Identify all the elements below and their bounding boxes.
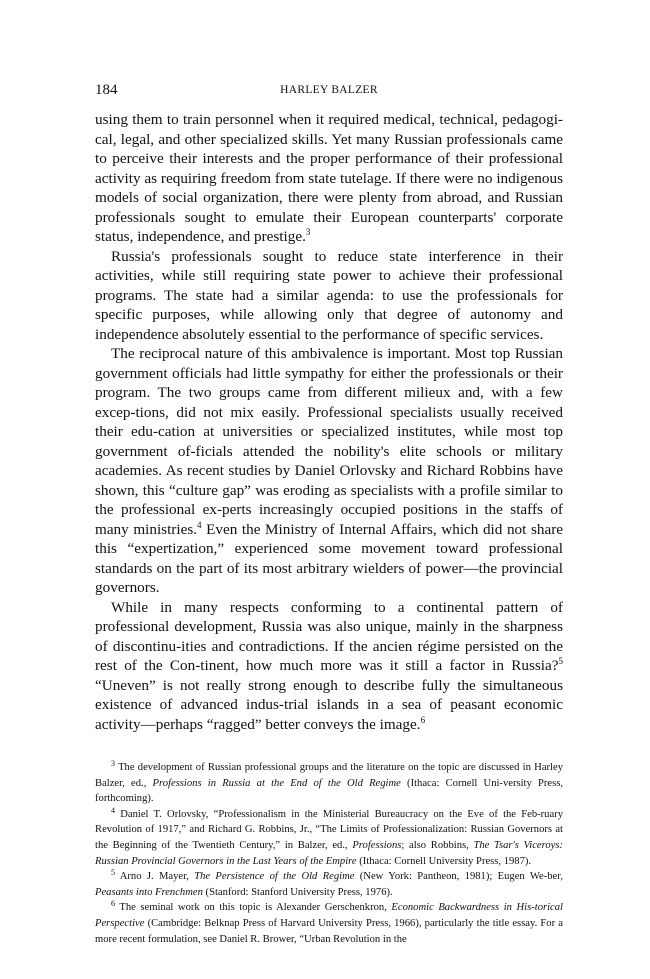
paragraph-3 bbox=[95, 344, 563, 598]
footnote-5-text: Arno J. Mayer, bbox=[115, 871, 195, 883]
footnote-6-number: 6 bbox=[111, 899, 115, 909]
paragraph-1-text: using them to train personnel when it required medical, technical, pedagogi-cal, legal, and other specialized skills. Yet many Russian professionals came to perceive their interests and the proper performance of their professional activity as requiring freedom from state tutelage. If there were no indigenous models of social organization, there were plenty from abroad, and Russian professionals sought to emulate their European counterparts' corporate status, independence, and prestige. bbox=[95, 111, 563, 245]
paragraph-2-text: Russia's professionals sought to reduce state interference in their activities, while still requiring state power to achieve their professional programs. The state had a similar agenda: to use the professionals for specific purposes, while allowing only that degree of autonomy and independence absolutely essential to the performance of specific services. bbox=[95, 247, 563, 343]
footnote-4-text-end: (Ithaca: Cornell University Press, 1987). bbox=[356, 855, 532, 867]
footnote-5-text-end: (Stanford: Stanford University Press, 1976). bbox=[202, 886, 393, 898]
footnote-6-title: Economic Backwardness in His-torical Perspective bbox=[95, 902, 564, 929]
book-page bbox=[95, 82, 563, 947]
page-number: 184 bbox=[95, 82, 118, 98]
paragraph-4-text-b: “Uneven” is not really strong enough to describe fully the simultaneous existence of advanced indus-trial islands in a sea of peasant economic activity—perhaps “ragged” better conveys the image. bbox=[95, 676, 563, 733]
footnotes bbox=[95, 760, 563, 947]
note-ref-5: 5 bbox=[558, 656, 563, 666]
footnote-4-number: 4 bbox=[111, 805, 115, 815]
footnote-4-title-2: The Tsar's Viceroys: Russian Provincial Governors in the Last Years of the Empire bbox=[95, 839, 563, 867]
footnote-4 bbox=[95, 807, 563, 869]
running-title: HARLEY BALZER bbox=[280, 84, 378, 96]
footnote-5-title-2: Peasants into Frenchmen bbox=[95, 886, 203, 898]
footnote-4-text: Daniel T. Orlovsky, “Professionalism in the Ministerial Bureaucracy on the Eve of the Feb-ruary Revolution of 1917,” and Richard G. Robbins, Jr., “The Limits of Professionalization: Russian Governors at the Beginning of the Twentieth Century,” in Balzer, ed., bbox=[95, 808, 563, 851]
paragraph-3-text-b: Even the Ministry of Internal Affairs, which did not share this “expertization,” experienced some movement toward professional standards on the part of its most arbitrary wielders of power—the provincial governors. bbox=[95, 520, 563, 596]
paragraph-1 bbox=[95, 110, 563, 247]
body-text bbox=[95, 110, 563, 734]
footnote-5 bbox=[95, 869, 563, 900]
footnote-4-title: Professions bbox=[352, 839, 402, 851]
footnote-3-number: 3 bbox=[111, 759, 115, 768]
paragraph-3-text-a: The reciprocal nature of this ambivalence is important. Most top Russian government officials had little sympathy for either the professionals or their program. The two groups came from different milieux and, with a few excep-tions, did not mix easily. Professional specialists usually received their edu-cation at universities or specialized institutes, while most top government of-ficials attended the nobility's elite schools or military academies. As recent studies by Daniel Orlovsky and Richard Robbins have shown, this “culture gap” was eroding as specialists with a profile similar to the professional ex-perts increasingly occupied positions in the staffs of many ministries. bbox=[95, 345, 563, 538]
note-ref-6: 6 bbox=[420, 714, 426, 725]
footnote-4-text-mid: ; also Robbins, bbox=[401, 839, 474, 851]
footnote-3-title: Professions in Russia at the End of the Old Regime bbox=[152, 777, 401, 789]
footnote-3-text: The development of Russian professional groups and the literature on the topic are discussed in Harley Balzer, ed., bbox=[95, 762, 563, 789]
footnote-3 bbox=[95, 760, 563, 807]
paragraph-2 bbox=[95, 247, 563, 345]
footnote-5-title: The Persistence of the Old Regime bbox=[194, 871, 355, 883]
paragraph-4-text-a: While in many respects conforming to a continental pattern of professional development, Russia was also unique, mainly in the sharpness of discontinu-ities and contradictions. If the ancien régime persisted on the rest of the Con-tinent, how much more was it still a factor in Russia? bbox=[95, 598, 563, 674]
footnote-5-text-mid: (New York: Pantheon, 1981); Eugen We-ber, bbox=[354, 871, 563, 883]
running-head bbox=[95, 82, 563, 104]
footnote-6 bbox=[95, 900, 563, 947]
footnote-5-number: 5 bbox=[111, 868, 115, 878]
footnote-6-text: The seminal work on this topic is Alexander Gerschenkron, bbox=[115, 902, 392, 914]
paragraph-4 bbox=[95, 598, 563, 735]
footnote-3-text-end: (Ithaca: Cornell Uni-versity Press, forthcoming). bbox=[95, 777, 563, 805]
footnote-6-text-end: (Cambridge: Belknap Press of Harvard University Press, 1966), particularly the title essay. For a more recent formulation, see Daniel R. Brower, “Urban Revolution in the bbox=[95, 917, 563, 945]
note-ref-4: 4 bbox=[197, 519, 202, 530]
note-ref-3: 3 bbox=[305, 227, 311, 237]
